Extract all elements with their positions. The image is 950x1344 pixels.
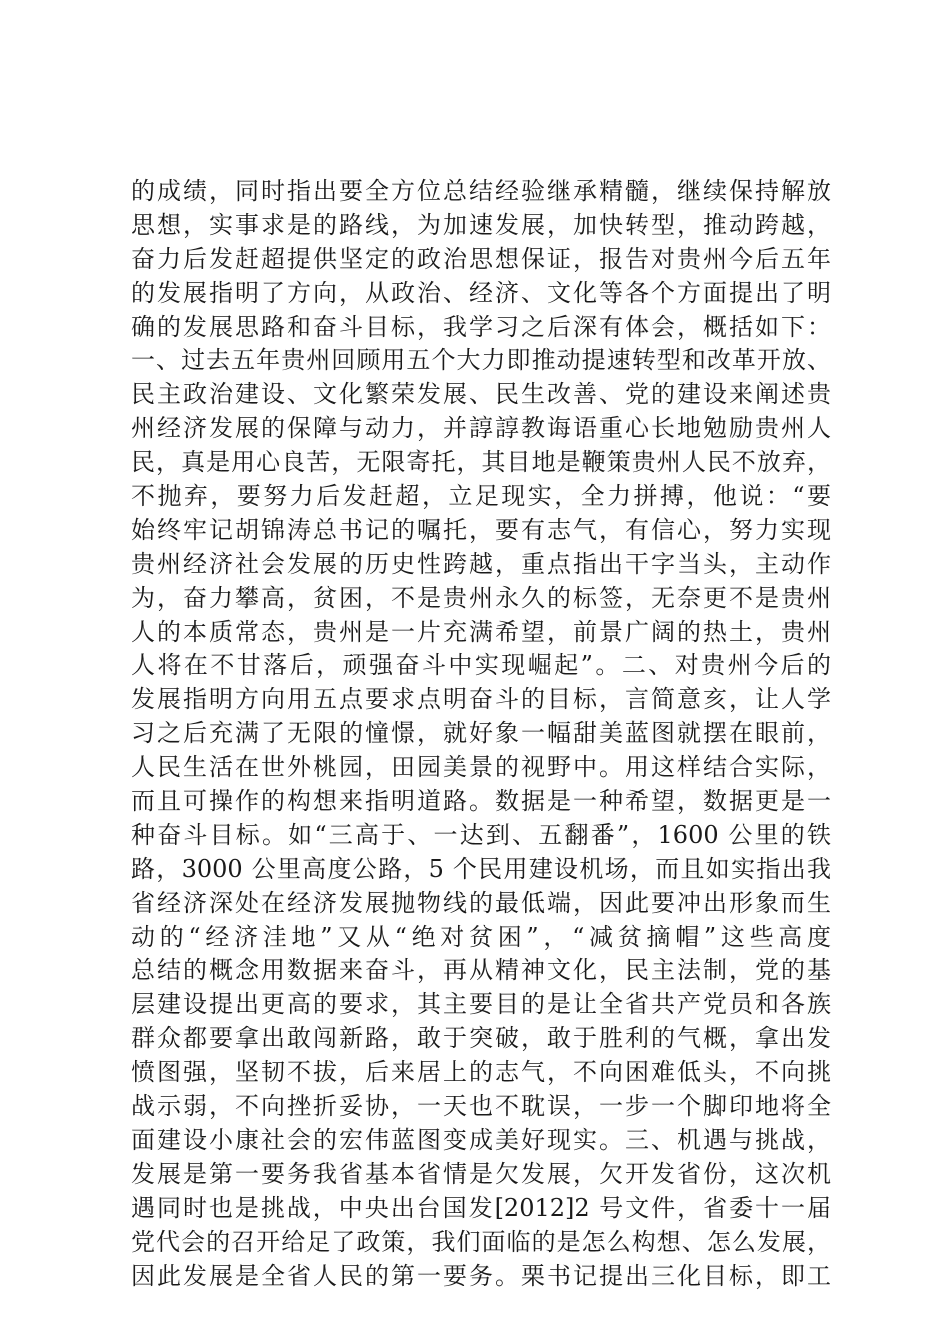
- text-line: 奋力后发赶超提供坚定的政治思想保证，报告对贵州今后五年: [131, 244, 831, 273]
- text-line: 的发展指明了方向，从政治、经济、文化等各个方面提出了明: [131, 278, 831, 307]
- text-line: 因此发展是全省人民的第一要务。栗书记提出三化目标，即工: [131, 1261, 831, 1290]
- text-line: 而且可操作的构想来指明道路。数据是一种希望，数据更是一: [131, 787, 831, 816]
- text-line: 贵州经济社会发展的历史性跨越，重点指出干字当头，主动作: [131, 549, 831, 578]
- text-line: 党代会的召开给足了政策，我们面临的是怎么构想、怎么发展，: [131, 1227, 831, 1256]
- text-line: 人将在不甘落后，顽强奋斗中实现崛起”。二、对贵州今后的: [131, 651, 831, 680]
- text-line: 愤图强，坚韧不拔，后来居上的志气，不向困难低头，不向挑: [131, 1058, 831, 1087]
- text-line: 面建设小康社会的宏伟蓝图变成美好现实。三、机遇与挑战，: [131, 1125, 831, 1154]
- text-line: 州经济发展的保障与动力，并諄諄教诲语重心长地勉励贵州人: [131, 414, 831, 443]
- text-line: 遇同时也是挑战，中央出台国发[2012]2 号文件，省委十一届: [131, 1193, 831, 1222]
- text-line: 发展指明方向用五点要求点明奋斗的目标，言简意亥，让人学: [131, 685, 831, 714]
- text-line: 习之后充满了无限的憧憬，就好象一幅甜美蓝图就摆在眼前，: [131, 719, 831, 748]
- text-line: 省经济深处在经济发展抛物线的最低端，因此要冲出形象而生: [131, 888, 831, 917]
- text-line: 总结的概念用数据来奋斗，再从精神文化，民主法制，党的基: [131, 956, 831, 985]
- body-text: [131, 175, 831, 1293]
- text-line: 为，奋力攀高，贫困，不是贵州永久的标签，无奈更不是贵州: [131, 583, 831, 612]
- text-line: 群众都要拿出敢闯新路，敢于突破，敢于胜利的气概，拿出发: [131, 1024, 831, 1053]
- text-line: 不抛弃，要努力后发赶超，立足现实，全力拼搏，他说：“要: [131, 482, 831, 511]
- text-line: 一、过去五年贵州回顾用五个大力即推动提速转型和改革开放、: [131, 346, 831, 375]
- text-line: 种奋斗目标。如“三高于、一达到、五翻番”，1600 公里的铁: [131, 820, 831, 849]
- text-line: 始终牢记胡锦涛总书记的嘱托，要有志气，有信心，努力实现: [131, 515, 831, 544]
- text-line: 思想，实事求是的路线，为加速发展，加快转型，推动跨越，: [131, 210, 831, 239]
- text-line: 人民生活在世外桃园，田园美景的视野中。用这样结合实际，: [131, 753, 831, 782]
- text-line: 的成绩，同时指出要全方位总结经验继承精髓，继续保持解放: [131, 177, 831, 205]
- text-line: 民主政治建设、文化繁荣发展、民生改善、党的建设来阐述贵: [131, 380, 831, 409]
- text-line: 路，3000 公里高度公路，5 个民用建设机场，而且如实指出我: [131, 854, 831, 883]
- text-line: 战示弱，不向挫折妥协，一天也不耽误，一步一个脚印地将全: [131, 1092, 831, 1121]
- text-line: 动的“经济洼地”又从“绝对贫困”，“减贫摘帽”这些高度: [131, 922, 831, 951]
- text-line: 层建设提出更高的要求，其主要目的是让全省共产党员和各族: [131, 990, 831, 1019]
- text-line: 确的发展思路和奋斗目标，我学习之后深有体会，概括如下：: [131, 312, 831, 341]
- text-line: 人的本质常态，贵州是一片充满希望，前景广阔的热土，贵州: [131, 617, 831, 646]
- text-line: 民，真是用心良苦，无限寄托，其目地是鞭策贵州人民不放弃，: [131, 448, 831, 477]
- text-line: 发展是第一要务我省基本省情是欠发展，欠开发省份，这次机: [131, 1159, 831, 1188]
